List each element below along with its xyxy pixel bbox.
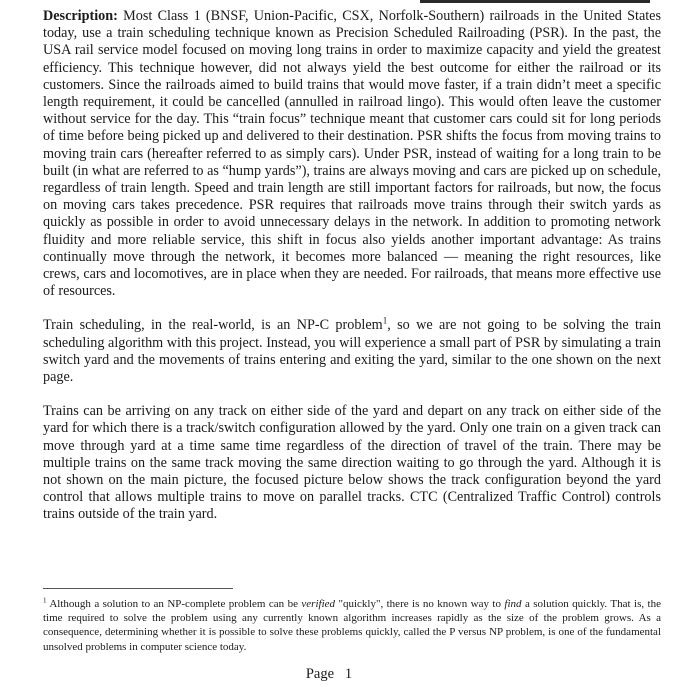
page-number [0, 666, 658, 683]
description-text: Most Class 1 (BNSF, Union-Pacific, CSX, Norfolk-Southern) railroads in the United States today, use a train scheduling technique known as Precision Scheduled Railroading (PSR). In the past, the USA rail service model focused on moving long trains in order to maximize capacity and yield the greatest efficiency. This technique however, did not always yield the best outcome for either the railroad or its customers. Since the railroads aimed to build trains that would move faster, if a train didn’t meet a specific length requirement, it could be cancelled (annulled in railroad lingo). This would often leave the customer without service for the day. This “train focus” technique meant that customer cars could sit for long periods of time before being picked up and delivered to their destination. PSR shifts the focus from moving trains to moving train cars (hereafter referred to as simply cars). Under PSR, instead of waiting for a long train to be built (in what are referred to as “hump yards”), trains are always moving and cars are picked up on schedule, regardless of train length. Speed and train length are still important factors for railroads, but now, the focus on moving cars takes precedence. PSR requires that railroads move trains through their switch yards as quickly as possible in order to avoid unnecessary delays in the network. In addition to promoting network fluidity and more reliable service, this shift in focus also yields another important advantage: As trains continually move through the network, it becomes more balanced — meaning the right resources, like crews, cars and locomotives, are in place when they are needed. For railroads, that means more effective use of resources. [43, 8, 661, 300]
footnote-text-2: "quickly", there is no known way to [335, 598, 505, 610]
scheduling-text-before: Train scheduling, in the real-world, is an NP-C problem [43, 317, 383, 334]
description-paragraph [43, 8, 661, 300]
body-text [43, 8, 661, 524]
footnote-marker: 1 [43, 596, 47, 605]
footnote [43, 597, 661, 654]
arrivals-paragraph [43, 403, 661, 523]
page-number-value: 1 [344, 666, 353, 682]
scheduling-text-after: , so we are not going to be solving the train scheduling algorithm with this project. Instead, you will experience a small part of PSR by simulating a train switch yard and the movements of trains entering and exiting the yard, similar to the one shown on the next page. [43, 317, 661, 386]
footnote-emphasis-find: find [504, 598, 522, 610]
arrivals-text: Trains can be arriving on any track on either side of the yard and depart on any track on either side of the yard for which there is a track/switch configuration allowed by the yard. Only one train on a given track can move through yard at a time same time regardless of the direction of travel of the train. There may be multiple trains on the same track moving the same direction waiting to go through the yard. Although it is not shown on the main picture, the focused picture below shows the track configuration beyond the yard control that allows multiple trains to move on parallel tracks. CTC (Centralized Traffic Control) controls trains outside of the train yard. [43, 403, 661, 523]
footnote-reference[interactable]: 1 [382, 315, 388, 326]
top-edge-strip [420, 0, 650, 3]
description-lead: Description: [43, 8, 118, 24]
footnote-text-3: a solution quickly. That is, the time required to solve the problem using any currently known algorithm increases rapidly as the size of the problem grows. As a consequence, determining whether it is possible to solve these problems quickly, called the P versus NP problem, is one of the fundamental unsolved problems in computer science today. [43, 598, 661, 653]
footnote-text-1: Although a solution to an NP-complete problem can be [46, 598, 302, 610]
page-label: Page [305, 666, 335, 682]
footnote-divider [43, 588, 233, 589]
scheduling-paragraph [43, 317, 661, 386]
footnote-emphasis-verified: verified [301, 598, 336, 610]
